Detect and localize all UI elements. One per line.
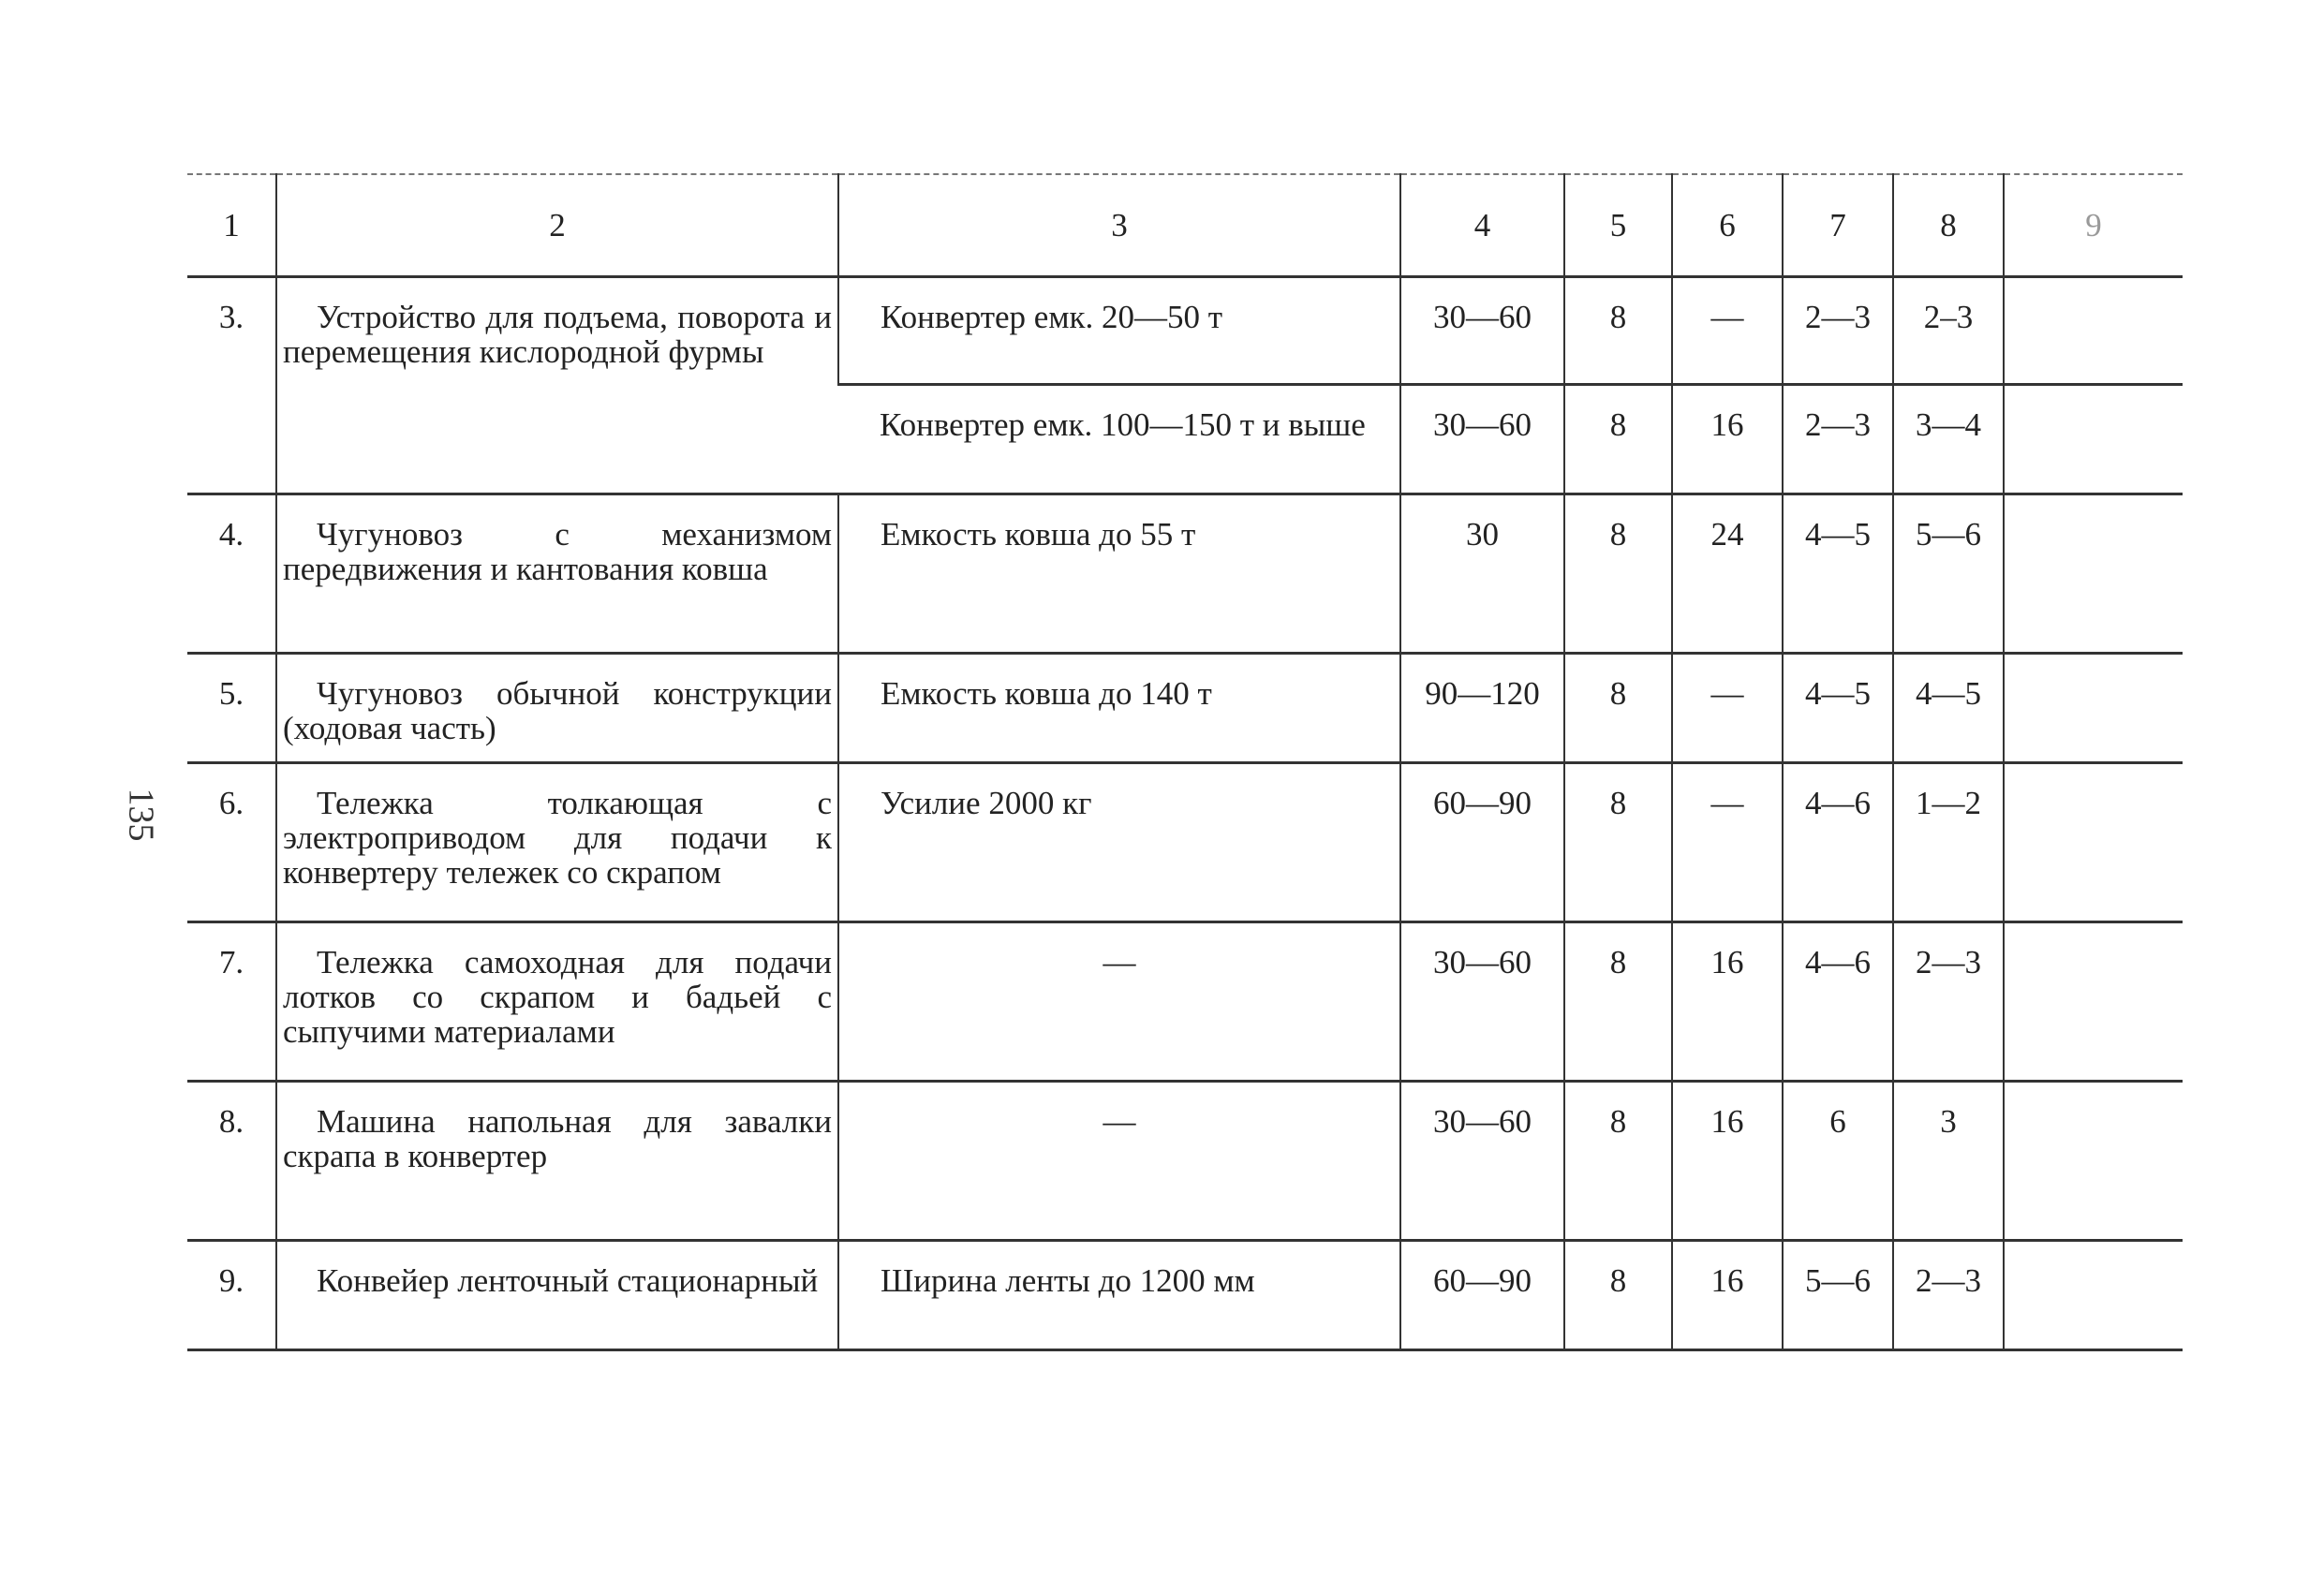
cell-col-7: 4—5 (1783, 654, 1893, 763)
equipment-name: Тележка толкающая с электроприводом для подачи к конвертеру тележек со скрапом (276, 763, 838, 922)
column-header-5: 5 (1564, 174, 1672, 277)
cell-col-4: 30—60 (1400, 922, 1564, 1082)
cell-col-6: 16 (1672, 922, 1783, 1082)
equipment-spec: — (838, 1082, 1400, 1241)
cell-col-7: 4—5 (1783, 494, 1893, 654)
cell-col-5: 8 (1564, 1082, 1672, 1241)
cell-col-5: 8 (1564, 763, 1672, 922)
column-header-4: 4 (1400, 174, 1564, 277)
column-header-3: 3 (838, 174, 1400, 277)
cell-col-8: 3—4 (1893, 385, 2004, 494)
page-number: 135 (121, 788, 161, 842)
table-row (187, 1241, 2183, 1350)
cell-col-9 (2004, 277, 2183, 385)
cell-col-4: 90—120 (1400, 654, 1564, 763)
equipment-name: Тележка самоходная для подачи лотков со скрапом и бадьей с сыпучими материалами (276, 922, 838, 1082)
cell-col-4: 30 (1400, 494, 1564, 654)
cell-col-6: — (1672, 763, 1783, 922)
cell-col-5: 8 (1564, 277, 1672, 385)
cell-col-9 (2004, 654, 2183, 763)
equipment-spec: Усилие 2000 кг (838, 763, 1400, 922)
equipment-spec: Конвертер емк. 20—50 т (838, 277, 1400, 385)
equipment-table (187, 173, 2183, 1351)
table-row (187, 494, 2183, 654)
cell-col-6: 16 (1672, 1082, 1783, 1241)
table-header (187, 174, 2183, 277)
cell-col-9 (2004, 763, 2183, 922)
cell-col-8: 2–3 (1893, 277, 2004, 385)
equipment-name: Машина напольная для завалки скрапа в конвертер (276, 1082, 838, 1241)
cell-col-6: 16 (1672, 1241, 1783, 1350)
cell-col-7: 4—6 (1783, 763, 1893, 922)
cell-col-7: 5—6 (1783, 1241, 1893, 1350)
table-row (187, 763, 2183, 922)
column-header-9: 9 (2004, 174, 2183, 277)
row-number: 6. (187, 763, 276, 922)
cell-col-8: 4—5 (1893, 654, 2004, 763)
table-row (187, 277, 2183, 385)
cell-col-7: 2—3 (1783, 385, 1893, 494)
equipment-name: Чугуновоз обычной конструкции (ходовая часть) (276, 654, 838, 763)
equipment-name: Чугуновоз с механизмом передвижения и кантования ковша (276, 494, 838, 654)
column-header-6: 6 (1672, 174, 1783, 277)
cell-col-6: — (1672, 277, 1783, 385)
equipment-spec: Конвертер емк. 100—150 т и выше (838, 385, 1400, 494)
cell-col-8: 1—2 (1893, 763, 2004, 922)
cell-col-4: 30—60 (1400, 385, 1564, 494)
column-header-7: 7 (1783, 174, 1893, 277)
column-header-2: 2 (276, 174, 838, 277)
row-number: 7. (187, 922, 276, 1082)
row-number: 5. (187, 654, 276, 763)
cell-col-6: — (1672, 654, 1783, 763)
cell-col-6: 24 (1672, 494, 1783, 654)
cell-col-5: 8 (1564, 1241, 1672, 1350)
cell-col-9 (2004, 385, 2183, 494)
cell-col-4: 60—90 (1400, 1241, 1564, 1350)
cell-col-5: 8 (1564, 922, 1672, 1082)
cell-col-4: 60—90 (1400, 763, 1564, 922)
equipment-spec: — (838, 922, 1400, 1082)
cell-col-8: 2—3 (1893, 922, 2004, 1082)
cell-col-5: 8 (1564, 385, 1672, 494)
cell-col-7: 2—3 (1783, 277, 1893, 385)
cell-col-6: 16 (1672, 385, 1783, 494)
cell-col-9 (2004, 494, 2183, 654)
cell-col-7: 4—6 (1783, 922, 1893, 1082)
row-number: 3. (187, 277, 276, 494)
row-number: 9. (187, 1241, 276, 1350)
cell-col-8: 5—6 (1893, 494, 2004, 654)
column-header-8: 8 (1893, 174, 2004, 277)
equipment-name: Конвейер ленточный стационарный (276, 1241, 838, 1350)
table-row (187, 654, 2183, 763)
row-number: 8. (187, 1082, 276, 1241)
table-row (187, 922, 2183, 1082)
cell-col-5: 8 (1564, 494, 1672, 654)
cell-col-9 (2004, 1082, 2183, 1241)
column-header-1: 1 (187, 174, 276, 277)
cell-col-5: 8 (1564, 654, 1672, 763)
equipment-spec: Емкость ковша до 55 т (838, 494, 1400, 654)
equipment-spec: Емкость ковша до 140 т (838, 654, 1400, 763)
row-number: 4. (187, 494, 276, 654)
equipment-name: Устройство для подъема, поворота и перемещения кислородной фурмы (276, 277, 838, 494)
table-row (187, 1082, 2183, 1241)
cell-col-8: 3 (1893, 1082, 2004, 1241)
cell-col-8: 2—3 (1893, 1241, 2004, 1350)
equipment-spec: Ширина ленты до 1200 мм (838, 1241, 1400, 1350)
cell-col-7: 6 (1783, 1082, 1893, 1241)
cell-col-9 (2004, 922, 2183, 1082)
cell-col-4: 30—60 (1400, 277, 1564, 385)
cell-col-9 (2004, 1241, 2183, 1350)
cell-col-4: 30—60 (1400, 1082, 1564, 1241)
